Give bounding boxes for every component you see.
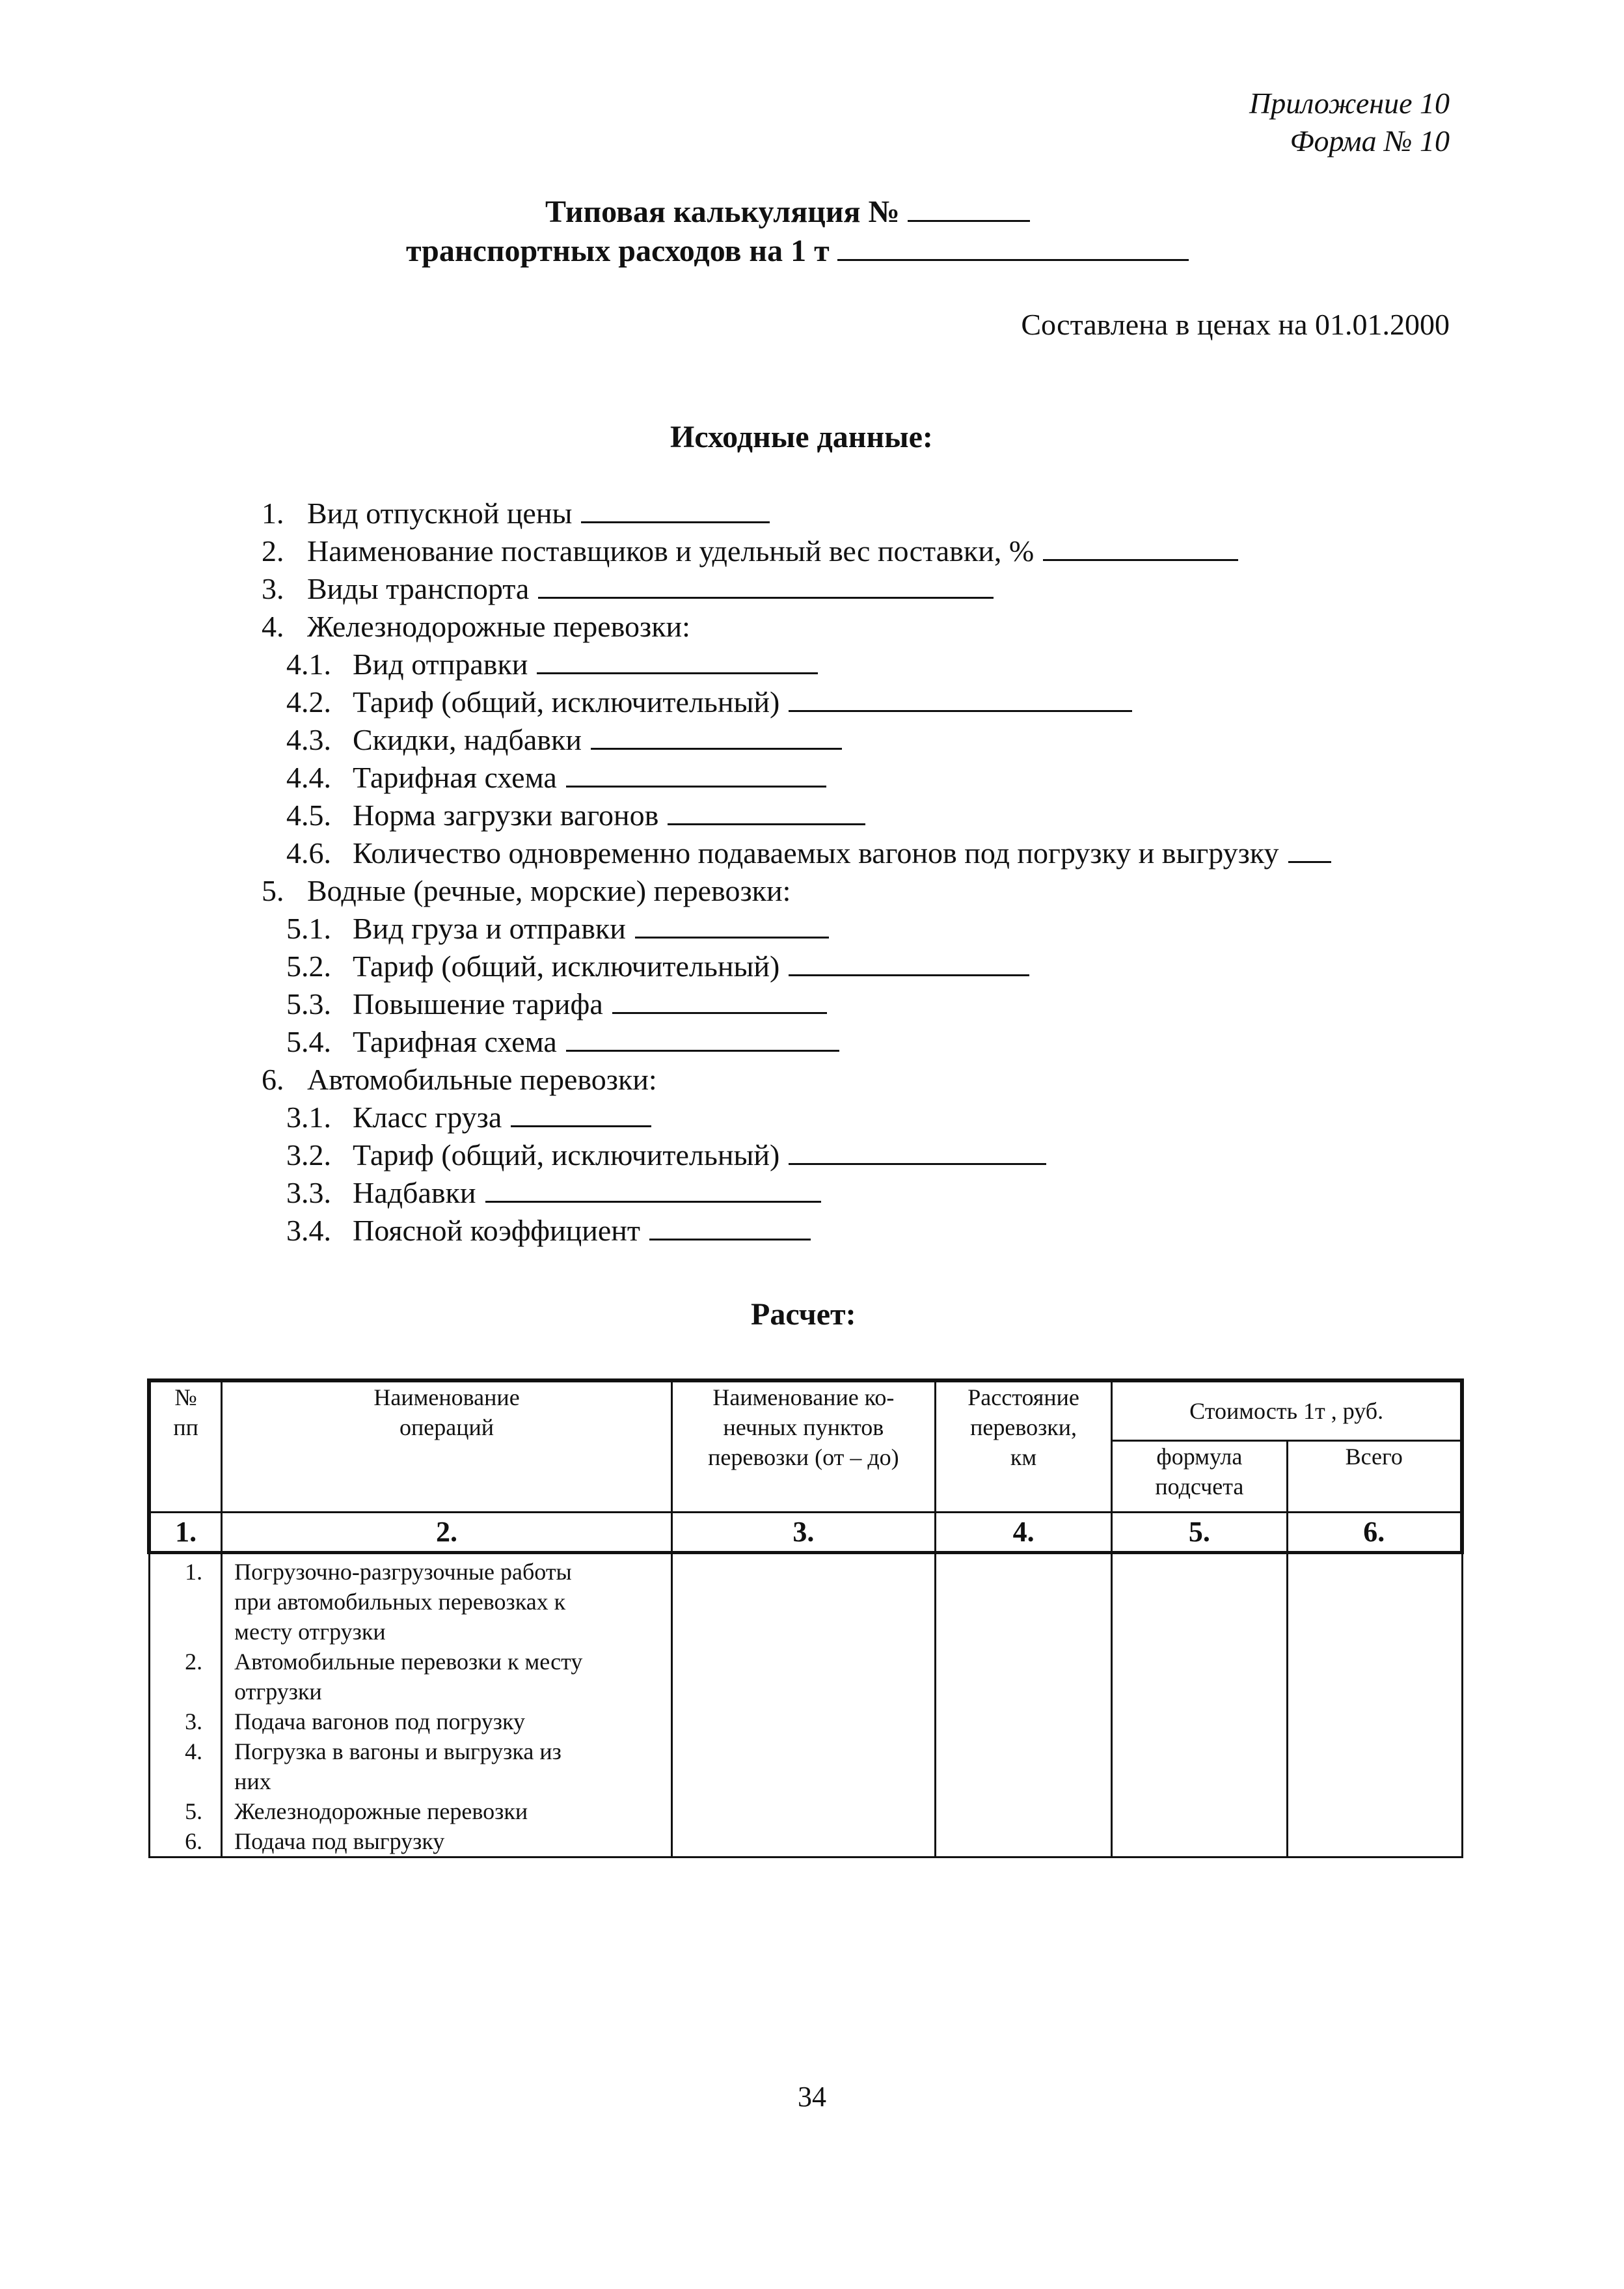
formula-cell — [1112, 1552, 1287, 1647]
operation-name: Погрузочно-разгрузочные работы при автомобильных перевозках к месту отгрузки — [222, 1552, 672, 1647]
source-data-heading: Исходные данные: — [670, 420, 933, 454]
header-cost: Стоимость 1т , руб. — [1112, 1380, 1462, 1440]
fill-blank — [649, 1215, 811, 1240]
column-number: 2. — [222, 1512, 672, 1552]
operation-name: Подача под выгрузку — [222, 1826, 672, 1857]
list-item: 4.5. Норма загрузки вагонов — [286, 797, 865, 834]
list-item: 5.3. Повышение тарифа — [286, 985, 827, 1023]
distance-cell — [935, 1706, 1111, 1736]
distance-cell — [935, 1647, 1111, 1706]
list-item: 2. Наименование поставщиков и удельный вес поставки, % — [262, 532, 1238, 570]
row-number: 6. — [149, 1826, 222, 1857]
list-item: 3.4. Поясной коэффициент — [286, 1212, 811, 1250]
fill-blank — [789, 951, 1029, 976]
appendix-number: Приложение 10 — [1249, 87, 1450, 120]
fill-blank — [789, 1140, 1046, 1165]
fill-blank — [538, 573, 994, 599]
table-row — [149, 1826, 1462, 1857]
distance-cell — [935, 1826, 1111, 1857]
list-item: 4.6. Количество одновременно подаваемых вагонов под погрузку и выгрузку — [286, 834, 1331, 872]
fill-blank — [668, 800, 865, 825]
column-number: 3. — [671, 1512, 935, 1552]
list-item: 3.3. Надбавки — [286, 1174, 821, 1212]
list-item: 5.1. Вид груза и отправки — [286, 910, 829, 948]
fill-blank — [566, 762, 826, 788]
list-item: 4.4. Тарифная схема — [286, 759, 826, 797]
total-cell — [1287, 1826, 1462, 1857]
formula-cell — [1112, 1736, 1287, 1796]
distance-cell — [935, 1736, 1111, 1796]
total-cell — [1287, 1552, 1462, 1647]
table-row — [149, 1736, 1462, 1796]
total-cell — [1287, 1706, 1462, 1736]
formula-cell — [1112, 1796, 1287, 1826]
operation-name: Железнодорожные перевозки — [222, 1796, 672, 1826]
fill-blank — [789, 687, 1132, 712]
row-number: 5. — [149, 1796, 222, 1826]
header-endpoints: Наименование ко- нечных пунктов перевозки (от – до) — [671, 1380, 935, 1512]
table-row — [149, 1552, 1462, 1647]
column-number: 1. — [149, 1512, 222, 1552]
list-item: 4.2. Тариф (общий, исключительный) — [286, 683, 1132, 721]
list-item: 5.2. Тариф (общий, исключительный) — [286, 948, 1029, 985]
endpoints-cell — [671, 1796, 935, 1826]
page-number: 34 — [798, 2081, 826, 2113]
list-item: 5. Водные (речные, морские) перевозки: — [262, 874, 791, 907]
cargo-name-blank — [837, 233, 1189, 261]
fill-blank — [485, 1177, 821, 1203]
row-number: 2. — [149, 1647, 222, 1706]
list-item: 1. Вид отпускной цены — [262, 495, 770, 532]
operation-name: Автомобильные перевозки к месту отгрузки — [222, 1647, 672, 1706]
header-distance: Расстояние перевозки, км — [935, 1380, 1111, 1512]
formula-cell — [1112, 1826, 1287, 1857]
fill-blank — [581, 498, 770, 523]
list-item: 3.1. Класс груза — [286, 1099, 651, 1136]
formula-cell — [1112, 1706, 1287, 1736]
prices-note: Составлена в ценах на 01.01.2000 — [1021, 308, 1450, 341]
form-number: Форма № 10 — [1290, 124, 1450, 158]
endpoints-cell — [671, 1826, 935, 1857]
endpoints-cell — [671, 1647, 935, 1706]
calc-number-blank — [908, 194, 1030, 222]
list-item: 5.4. Тарифная схема — [286, 1023, 839, 1061]
table-row — [149, 1706, 1462, 1736]
distance-cell — [935, 1552, 1111, 1647]
operation-name: Подача вагонов под погрузку — [222, 1706, 672, 1736]
distance-cell — [935, 1796, 1111, 1826]
operation-name: Погрузка в вагоны и выгрузка из них — [222, 1736, 672, 1796]
document-title-line1: Типовая калькуляция № — [545, 194, 1030, 230]
formula-cell — [1112, 1647, 1287, 1706]
list-item: 3.2. Тариф (общий, исключительный) — [286, 1136, 1046, 1174]
calculation-table — [147, 1378, 1464, 1858]
row-number: 1. — [149, 1552, 222, 1647]
calculation-heading: Расчет: — [751, 1297, 856, 1332]
list-item: 3. Виды транспорта — [262, 570, 994, 608]
fill-blank — [1043, 536, 1238, 561]
list-item: 4.3. Скидки, надбавки — [286, 721, 842, 759]
list-item: 4. Железнодорожные перевозки: — [262, 610, 690, 643]
table-row — [149, 1796, 1462, 1826]
fill-blank — [511, 1102, 651, 1127]
endpoints-cell — [671, 1736, 935, 1796]
endpoints-cell — [671, 1706, 935, 1736]
fill-blank — [635, 913, 829, 939]
total-cell — [1287, 1796, 1462, 1826]
fill-blank — [612, 989, 827, 1014]
fill-blank — [591, 724, 842, 750]
total-cell — [1287, 1736, 1462, 1796]
column-number-row — [149, 1512, 1462, 1552]
table-row — [149, 1647, 1462, 1706]
header-formula: формула подсчета — [1112, 1440, 1287, 1512]
fill-blank — [566, 1026, 839, 1052]
header-total: Всего — [1287, 1440, 1462, 1512]
column-number: 6. — [1287, 1512, 1462, 1552]
list-item: 4.1. Вид отправки — [286, 646, 818, 683]
header-operation-name: Наименование операций — [222, 1380, 672, 1512]
row-number: 3. — [149, 1706, 222, 1736]
fill-blank — [537, 649, 818, 674]
header-number: № пп — [149, 1380, 222, 1512]
appendix-label — [1249, 85, 1450, 160]
fill-blank — [1288, 838, 1331, 863]
total-cell — [1287, 1647, 1462, 1706]
column-number: 5. — [1112, 1512, 1287, 1552]
endpoints-cell — [671, 1552, 935, 1647]
column-number: 4. — [935, 1512, 1111, 1552]
row-number: 4. — [149, 1736, 222, 1796]
document-title-line2: транспортных расходов на 1 т — [406, 233, 1189, 269]
list-item: 6. Автомобильные перевозки: — [262, 1063, 657, 1096]
